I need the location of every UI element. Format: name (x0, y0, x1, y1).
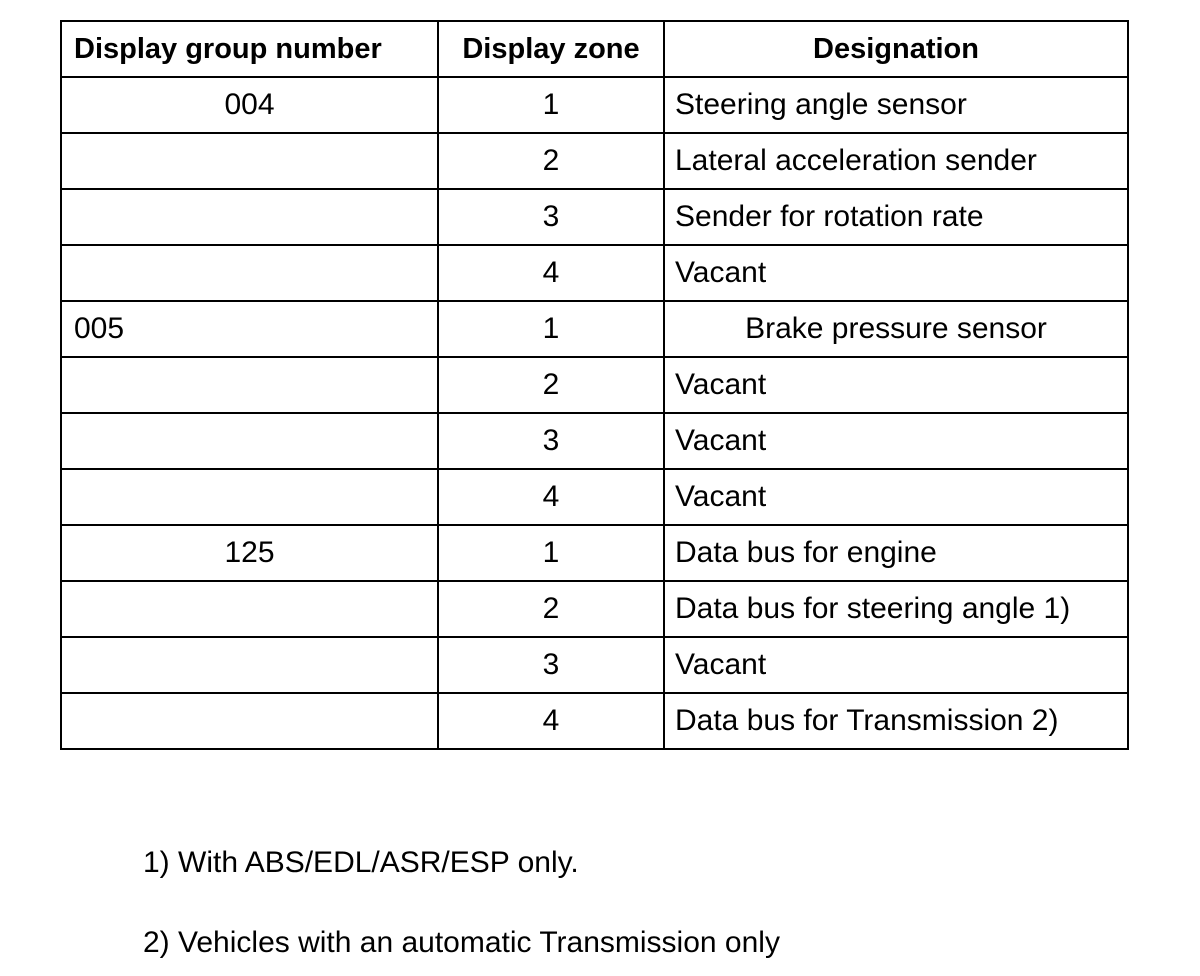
cell-zone: 4 (438, 469, 664, 525)
cell-designation: Vacant (664, 637, 1128, 693)
cell-zone: 3 (438, 413, 664, 469)
table-row (61, 133, 1128, 189)
cell-group (61, 357, 438, 413)
cell-designation: Vacant (664, 245, 1128, 301)
cell-designation: Sender for rotation rate (664, 189, 1128, 245)
display-group-table (60, 20, 1129, 750)
cell-zone: 2 (438, 133, 664, 189)
table-row (61, 693, 1128, 749)
table-header-row (61, 21, 1128, 77)
cell-designation: Vacant (664, 469, 1128, 525)
table-row (61, 357, 1128, 413)
cell-group: 004 (61, 77, 438, 133)
header-display-group-number: Display group number (61, 21, 438, 77)
cell-zone: 2 (438, 581, 664, 637)
table-row (61, 245, 1128, 301)
table-row (61, 413, 1128, 469)
header-display-zone: Display zone (438, 21, 664, 77)
table-row (61, 525, 1128, 581)
cell-zone: 4 (438, 693, 664, 749)
cell-zone: 1 (438, 301, 664, 357)
cell-designation: Data bus for engine (664, 525, 1128, 581)
table-row (61, 189, 1128, 245)
cell-designation: Vacant (664, 357, 1128, 413)
cell-zone: 1 (438, 525, 664, 581)
header-designation: Designation (664, 21, 1128, 77)
cell-zone: 2 (438, 357, 664, 413)
cell-designation: Data bus for steering angle 1) (664, 581, 1128, 637)
cell-group: 125 (61, 525, 438, 581)
cell-group (61, 413, 438, 469)
footnote-1: 1) With ABS/EDL/ASR/ESP only. (143, 846, 579, 879)
table-row (61, 469, 1128, 525)
cell-zone: 1 (438, 77, 664, 133)
cell-zone: 4 (438, 245, 664, 301)
cell-designation: Vacant (664, 413, 1128, 469)
cell-group (61, 245, 438, 301)
cell-zone: 3 (438, 189, 664, 245)
cell-group (61, 469, 438, 525)
cell-group (61, 581, 438, 637)
table-row (61, 77, 1128, 133)
cell-designation: Brake pressure sensor (664, 301, 1128, 357)
cell-group: 005 (61, 301, 438, 357)
table-row (61, 301, 1128, 357)
cell-group (61, 133, 438, 189)
cell-designation: Data bus for Transmission 2) (664, 693, 1128, 749)
cell-zone: 3 (438, 637, 664, 693)
cell-group (61, 693, 438, 749)
cell-designation: Lateral acceleration sender (664, 133, 1128, 189)
footnote-2: 2) Vehicles with an automatic Transmission only (143, 926, 780, 959)
cell-group (61, 637, 438, 693)
cell-group (61, 189, 438, 245)
table-row (61, 637, 1128, 693)
cell-designation: Steering angle sensor (664, 77, 1128, 133)
table-row (61, 581, 1128, 637)
